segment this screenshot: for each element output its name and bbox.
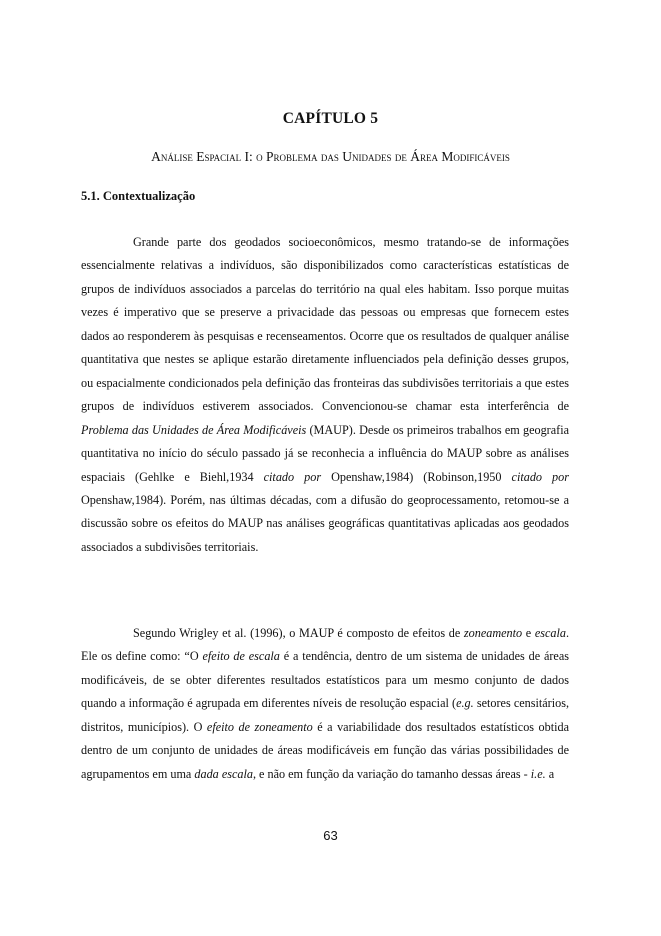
paragraph-text: Segundo Wrigley et al. (1996), o MAUP é composto de efeitos de — [133, 626, 464, 640]
chapter-subtitle: Análise Espacial I: o Problema das Unidades de Área Modificáveis — [151, 149, 510, 164]
emphasis-text: efeito de zoneamento — [206, 719, 313, 734]
body-paragraph-2 — [81, 622, 569, 786]
paragraph-text: Grande parte dos geodados socioeconômicos, mesmo tratando-se de informações essencialmente relativas a indivíduos, são disponibilizados como características estatísticas de grupos de indivíduos associados a parcelas do território na qual eles habitam. Isso porque muitas vezes é imperativo que se preserve a privacidade das pessoas ou empresas que fornecem estes dados ao responderem às pesquisas e recenseamentos. Ocorre que os resultados de qualquer análise quantitativa que nestes se aplique estarão diretamente influenciados pela definição desses grupos, ou espacialmente condicionados pela definição das fronteiras das subdivisões territoriais a que estes grupos de indivíduos estiverem associados. Convencionou-se chamar esta interferência de — [81, 235, 569, 414]
emphasis-text: efeito de escala — [202, 649, 280, 664]
emphasis-text: Problema das Unidades de Área Modificáveis — [81, 422, 307, 437]
paragraph-text: é a tendência, dentro de um sistema de unidades de áreas modificáveis, de se obter diferentes resultados estatísticos para um mesmo conjunto de dados quando a informação é agrupada em diferentes níveis de resolução espacial ( — [81, 649, 569, 711]
emphasis-text: citado por — [263, 469, 322, 484]
section-heading: 5.1. Contextualização — [81, 189, 196, 203]
emphasis-text: i.e. — [530, 766, 546, 781]
emphasis-text: escala — [534, 626, 566, 640]
paragraph-text: Openshaw,1984) (Robinson,1950 — [321, 469, 512, 484]
emphasis-text: citado por — [511, 469, 569, 484]
emphasis-text: e.g. — [456, 696, 474, 711]
paragraph-text: é a variabilidade dos resultados estatísticos obtida dentro de um conjunto de unidades de áreas modificáveis em função das várias possibilidades de agrupamentos em uma — [81, 719, 569, 781]
chapter-title: CAPÍTULO 5 — [282, 110, 379, 127]
paragraph-text: (MAUP). Desde os primeiros trabalhos em geografia quantitativa no início do século passado já se reconhecia a influência do MAUP sobre as análises espaciais (Gehlke e Biehl,1934 — [81, 422, 569, 484]
emphasis-text: dada escala — [194, 766, 253, 781]
paragraph-text: a — [545, 766, 555, 781]
paragraph-text: . Ele os define como: “O — [81, 626, 569, 664]
paragraph-text: e — [522, 626, 535, 640]
body-paragraph-1 — [81, 231, 569, 559]
page-number: 63 — [323, 828, 338, 843]
paragraph-text: setores censitários, distritos, municípios). O — [81, 696, 569, 734]
paragraph-text: , e não em função da variação do tamanho dessas áreas - — [252, 766, 531, 781]
emphasis-text: zoneamento — [463, 626, 523, 640]
paragraph-text: Openshaw,1984). Porém, nas últimas décadas, com a difusão do geoprocessamento, retomou-se a discussão sobre os efeitos do MAUP nas análises geográficas quantitativas aplicadas aos geodados associados a subdivisões territoriais. — [81, 492, 569, 554]
